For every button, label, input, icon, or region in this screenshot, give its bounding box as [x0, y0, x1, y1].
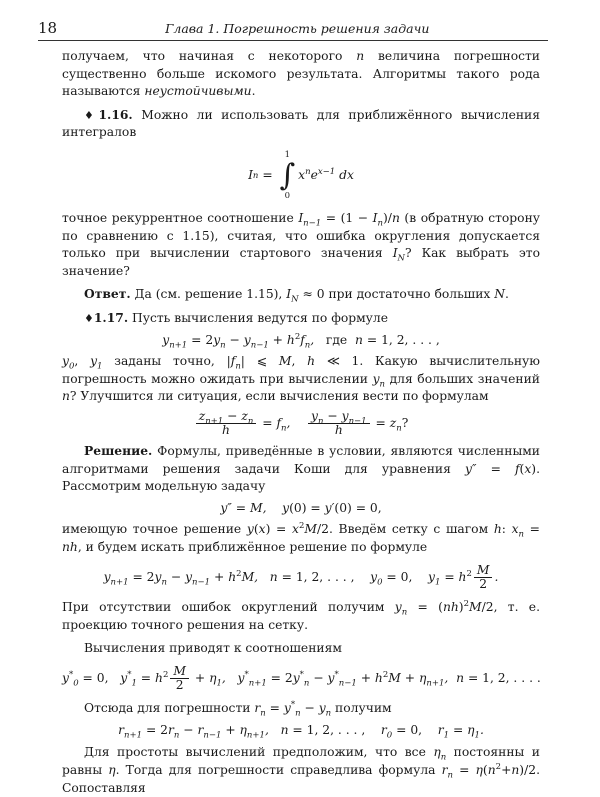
formula-scheme-1: $y_{n+1} = 2y_n - y_{n-1} + h^2f_n$, где n = 1, 2, . . . ,: [162, 331, 440, 350]
formula-error-recurrence: $r_{n+1} = 2r_n - r_{n-1} + \eta_{n+1}$, n = 1, 2, . . . , $r_0 = 0$, $r_1 = \eta_1$.: [118, 722, 484, 741]
formula-scheme-model: $y_{n+1} = 2y_n - y_{n-1} + h^2M$, n = 1, 2, . . . , $y_0 = 0$, $y_1 = h^2$ $\frac{M}{2}$ .: [103, 563, 499, 592]
problem-label-1-17: 1.17.: [93, 309, 129, 325]
paragraph-exact-solution: имеющую точное решение $y(x) = x^2M/2$. Введём сетку с шагом h: $x_n$ = nh, и будем искать приближённое решение по формуле: [62, 521, 540, 554]
solution-label: Решение.: [84, 442, 153, 458]
problem-label-1-16: 1.16.: [98, 106, 133, 122]
diamond-icon: ♦: [84, 311, 94, 325]
solution-1-17: Решение. Формулы, приведённые в условии, являются численными алгоритмами решения задачи Коши для уравнения y″ = f(x). Рассмотрим модельную задачу: [62, 442, 540, 494]
paragraph-projection: При отсутствии ошибок округлений получим $y_n = (nh)^2M/2$, т. е. проекцию точного решения на сетку.: [62, 599, 540, 633]
paragraph-question: $y_0$, $y_1$ заданы точно, $|f_n|$ ⩽ M, h ≪ 1. Какую вычислительную погрешность можно ожидать при вычислении $y_n$ для больших значений n? Улучшится ли ситуация, если вычисления вести по формулам: [62, 354, 540, 404]
formula-perturbed-scheme: $y^*_0 = 0$, $y^*_1 = h^2$ $\frac{M}{2}$ + $\eta_1$, $y^*_{n+1} = 2y^*_n - y^*_{n-1} + h^2M + \eta_{n+1}$, n = 1, 2, . . . .: [62, 664, 541, 693]
term-unstable: неустойчивыми: [144, 84, 252, 99]
problem-1-17: ♦1.17. Пусть вычисления ведутся по формуле: [84, 309, 389, 325]
page-body: [62, 48, 540, 797]
formula-scheme-2: $\frac{z_{n+1} - z_n}{h}$ = $f_n$, $\frac{y_n - y_{n-1}}{h}$ = $z_n$?: [62, 410, 540, 437]
paragraph-error-formula: Для простоты вычислений предположим, что все $\eta_n$ постоянны и равны η. Тогда для погрешности справедлива формула $r_n = \eta(n^2+n)/2$. Сопоставляя: [62, 745, 540, 795]
paragraph-computations: Вычисления приводят к соотношениям: [84, 640, 342, 655]
answer-1-16: Ответ. Да (см. решение 1.15), $I_N \approx 0$ при достаточно больших N.: [84, 286, 509, 305]
page-number: 18: [38, 19, 58, 37]
problem-1-16: ♦1.16. Можно ли использовать для приближённого вычисления интегралов: [62, 106, 540, 140]
formula-model-problem: y″ = M, y(0) = y′(0) = 0,: [220, 500, 382, 515]
formula-integral: I n = 1 ∫ 0 $x^ne^{x-1}$ dx: [248, 149, 354, 201]
page-header: [38, 18, 548, 41]
running-title: Глава 1. Погрешность решения задачи: [165, 21, 430, 36]
diamond-icon: ♦: [84, 108, 99, 122]
paragraph-unstable: получаем, что начиная с некоторого n величина погрешности существенно больше искомого результата. Алгоритмы такого рода называются неустойчивыми.: [62, 49, 540, 99]
paragraph-recurrence: точное рекуррентное соотношение $I_{n-1} = (1 - I_n)/n$ (в обратную сторону по сравнению с 1.15), считая, что ошибка округления допускается только при вычислении стартового значения $I_N$? Как выбрать это значение?: [62, 210, 540, 278]
answer-label: Ответ.: [84, 286, 131, 302]
paragraph-error-def: Отсюда для погрешности $r_n = y^*_n - y_n$ получим: [84, 700, 392, 719]
